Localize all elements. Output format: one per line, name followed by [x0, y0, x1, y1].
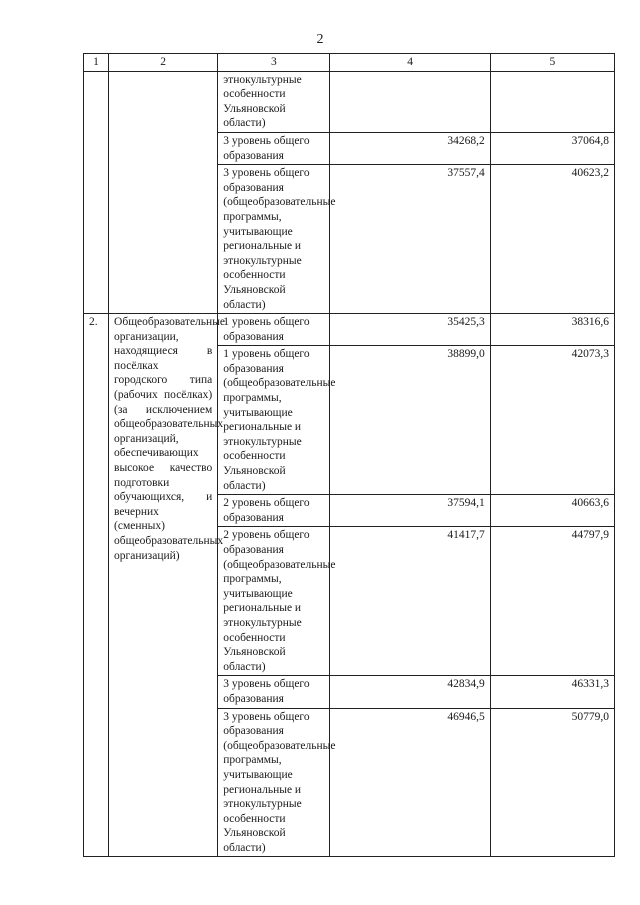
education-level-cell: 3 уровень общего образования — [218, 676, 330, 708]
education-level-cell: 1 уровень общего образования (общеобразовательные программы, учитывающие региональные и этнокультурные особенности Ульяновской области) — [218, 346, 330, 495]
education-level-cell: 3 уровень общего образования (общеобразовательные программы, учитывающие региональные и этнокультурные особенности Ульяновской области) — [218, 708, 330, 857]
education-level-cell: 2 уровень общего образования (общеобразовательные программы, учитывающие региональные и этнокультурные особенности Ульяновской области) — [218, 527, 330, 676]
value-cell-col5 — [490, 71, 614, 132]
value-cell-col5: 40623,2 — [490, 165, 614, 314]
value-cell-col4: 41417,7 — [330, 527, 490, 676]
value-cell-col4: 37557,4 — [330, 165, 490, 314]
education-level-cell: 2 уровень общего образования — [218, 495, 330, 527]
page-number: 2 — [316, 32, 324, 47]
education-level-cell: 1 уровень общего образования — [218, 314, 330, 346]
column-header: 2 — [109, 54, 218, 72]
column-header: 1 — [84, 54, 109, 72]
education-level-cell: 3 уровень общего образования (общеобразовательные программы, учитывающие региональные и этнокультурные особенности Ульяновской области) — [218, 165, 330, 314]
table-row — [84, 314, 615, 346]
value-cell-col5: 40663,6 — [490, 495, 614, 527]
value-cell-col4: 42834,9 — [330, 676, 490, 708]
value-cell-col4 — [330, 71, 490, 132]
value-cell-col5: 42073,3 — [490, 346, 614, 495]
education-level-cell: 3 уровень общего образования — [218, 132, 330, 164]
normatives-table — [83, 53, 615, 857]
value-cell-col4: 35425,3 — [330, 314, 490, 346]
row-number-cell: 2. — [84, 314, 109, 857]
organization-cell — [109, 71, 218, 314]
row-number-cell — [84, 71, 109, 314]
value-cell-col5: 46331,3 — [490, 676, 614, 708]
value-cell-col4: 34268,2 — [330, 132, 490, 164]
education-level-cell: этнокультурные особенности Ульяновской области) — [218, 71, 330, 132]
value-cell-col4: 38899,0 — [330, 346, 490, 495]
column-header: 3 — [218, 54, 330, 72]
table-row — [84, 71, 615, 132]
value-cell-col5: 38316,6 — [490, 314, 614, 346]
column-header: 5 — [490, 54, 614, 72]
table-header-row — [84, 54, 615, 72]
value-cell-col4: 46946,5 — [330, 708, 490, 857]
column-header: 4 — [330, 54, 490, 72]
value-cell-col4: 37594,1 — [330, 495, 490, 527]
value-cell-col5: 50779,0 — [490, 708, 614, 857]
value-cell-col5: 44797,9 — [490, 527, 614, 676]
value-cell-col5: 37064,8 — [490, 132, 614, 164]
organization-cell: Общеобразовательные организации, находящиеся в посёлках городского типа (рабочих посёлках) (за исключением общеобразовательных организаций, обеспечивающих высокое качество подготовки обучающихся, и вечерних (сменных) общеобразовательных организаций) — [109, 314, 218, 857]
